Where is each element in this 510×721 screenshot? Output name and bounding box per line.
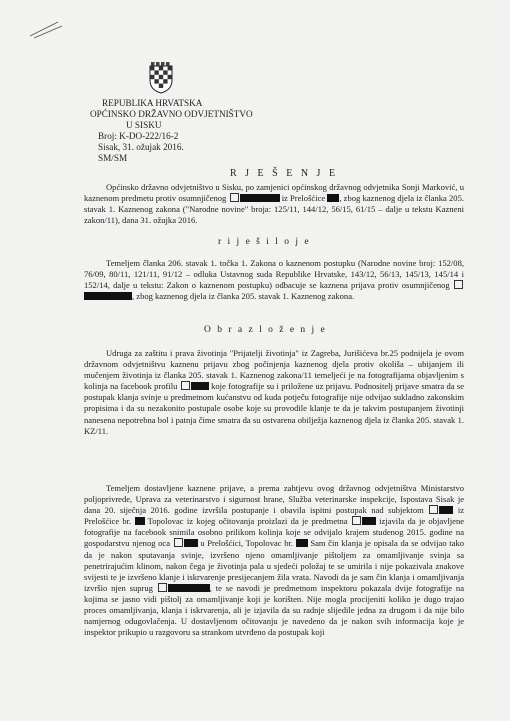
- pen-mark: [28, 18, 64, 40]
- redaction-box: [174, 538, 183, 547]
- intro-text-2: iz Prelošćice: [281, 193, 326, 204]
- section-obrazlozenje: O b r a z l o ž e n j e: [204, 325, 327, 335]
- intro-text-1: Općinsko državno odvjetništvo u Sisku, po zamjenici općinskog državnog odvjetnika Sonji Marković, u kaznenom predmetu protiv osumnjičenog: [84, 182, 464, 204]
- reasoning-paragraph-1: [84, 348, 464, 437]
- redaction-bar: [327, 194, 339, 202]
- date-line: Sisak, 31. ožujak 2016.: [98, 142, 184, 152]
- case-number: Broj: K-DO-222/16-2: [98, 131, 179, 141]
- redaction-bar: [240, 194, 280, 202]
- redaction-bar: [362, 517, 376, 525]
- reasoning2-text-1: Temeljem dostavljene kaznene prijave, a prema zahtjevu ovog državnog odvjetništva Ministarstvo poljoprivrede, Uprava za veterinarstvo i sigurnost hrane, Služba veterinarske inspekcije, Ispostava Sisak je dana 20. siječnja 2016. godine izvršila postupanje i obavila ispitni postupak nad subjektom: [84, 483, 464, 516]
- redaction-box: [181, 381, 190, 390]
- intro-paragraph: [84, 182, 464, 226]
- reasoning2-text-4: izjavila da je objavljene fotografije na facebook snimila osobno prilikom kolinja koje se odvijalo krajem studenog 2015. godine na gospodarstvu njenog oca: [84, 516, 465, 549]
- initials: SM/SM: [98, 153, 128, 163]
- redaction-bar: [296, 539, 308, 547]
- redaction-bar: [168, 584, 210, 592]
- reasoning2-text-3: Topolovac iz kojeg očitovanja proizlazi da je predmetna: [147, 516, 348, 527]
- redaction-bar: [191, 382, 209, 390]
- redaction-box: [454, 280, 463, 289]
- coat-of-arms-icon: [148, 62, 174, 94]
- redaction-box: [352, 516, 361, 525]
- republic-heading: REPUBLIKA HRVATSKA: [102, 98, 203, 108]
- reasoning1-text-1: Udruga za zaštitu i prava životinja "Prijatelji životinja" iz Zagreba, Jurišićeva br.25 podnijela je ovom državnom odvjetništvu kaznenu prijavu zbog počinjenja kaznenog djela protiv okoliša – ubijanjem ili mučenjem životinja iz članka 205. stavak 1. Kaznenog zakona/11 temeljeći je na fotografijama objavljenim s kolinja na facebook profilu: [84, 348, 464, 392]
- decision-text-1: Temeljem članka 206. stavak 1. točka 1. Zakona o kaznenom postupku (Narodne novine broj: 152/08, 76/09, 80/11, 121/11, 91/12 – odluka Ustavnog suda Republike Hrvatske, 143/12, 56/13, 145/13, 145/14 i 152/14, dalje u tekstu: Zakon o kaznenom postupku) odbacuje se kaznena prijava protiv osumnjičenog: [84, 258, 464, 291]
- reasoning2-text-6: Sam čin klanja je opisala da se odvijao tako da je nakon sputavanja svinje, izvršeno njeno omamljivanje pištoljem za omamljivanje svinja sa penetrirajućim klinom, nakon čega je životinja pala u sjedeći položaj te se umirila i nije pokazivala znakove svijesti te je izvršeno klanje i iskrvarenje presijecanjem žila vrata. Navodi da je sam čin klanja i omamljivanja izvršio njen suprug: [84, 538, 464, 593]
- reasoning2-text-2: iz Prelošćice br.: [84, 505, 465, 527]
- redaction-bar: [439, 506, 453, 514]
- intro-text-3: , zbog kaznenog djela iz članka 205. stavak 1. Kaznenog zakona ("Narodne novine" broja: 125/11, 144/12, 56/15, 61/15 – dalje u tekstu Kazneni zakon/11), dana 31. ožujka 2016.: [84, 193, 464, 226]
- reasoning2-text-5: u Prelošćici, Topolovac br.: [200, 538, 293, 549]
- section-rijesilo: r i j e š i l o j e: [218, 237, 311, 247]
- office-heading: OPĆINSKO DRŽAVNO ODVJETNIŠTVO: [90, 109, 253, 119]
- redaction-bar: [84, 292, 132, 300]
- redaction-box: [158, 583, 167, 592]
- reasoning-paragraph-2: [84, 483, 464, 638]
- redaction-bar: [135, 517, 145, 525]
- document-title: R J E Š E N J E: [230, 168, 339, 179]
- city-heading: U SISKU: [126, 120, 162, 130]
- decision-paragraph: [84, 258, 464, 302]
- decision-text-2: , zbog kaznenog djela iz članka 205. stavak 1. Kaznenog zakona.: [132, 291, 355, 302]
- redaction-box: [230, 193, 239, 202]
- reasoning2-text-7: , te se navodi je predmetnom inspektoru pokazala dvije fotografije na kojima se jasno vidi pištolj za omamljivanje koji je korišten. Nije mogla procijeniti koliko je dugo trajao proces omamljivanja, klanja i iskrvarenja, ali je izjavila da su radnje slijedile jedna za drugom i da nije bilo namjernog odugovlačenja. U dostavljenom očitovanju je navedeno da je nakon svih informacija koje je inspektor prikupio u razgovoru sa strankom utvrđeno da postupak koji: [84, 582, 464, 638]
- redaction-box: [429, 505, 438, 514]
- redaction-bar: [184, 539, 198, 547]
- reasoning1-text-2: koje fotografije su i priložene uz prijavu. Podnositelj prijave smatra da se postupak klanja svinje u predmetnom kućanstvu od kuda potječu fotografije nije odvijao sukladno zakonskim propisima i da su nezakonito postupale osobe koje su provodile klanje te da je takvim postupanjem životinji nanesena nepotrebna bol i patnja čime smatra da su ostvarena obilježja kaznenog djela iz članka 205. stavak 1. KZ/11.: [84, 381, 464, 436]
